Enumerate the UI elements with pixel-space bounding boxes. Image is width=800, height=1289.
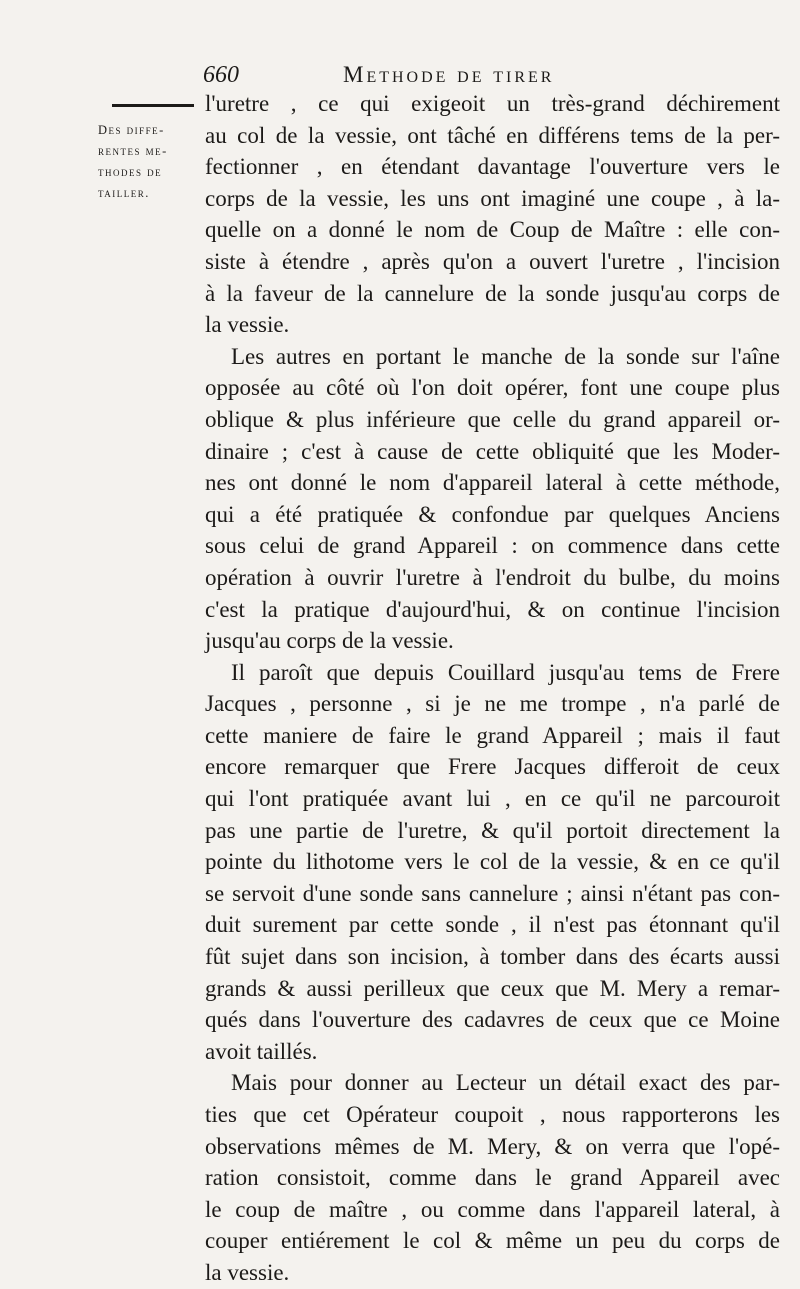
text-line: duit surement par cette sonde , il n'est pas étonnant qu'il (205, 912, 780, 938)
text-line: c'est la pratique d'aujourd'hui, & on continue l'incision (205, 596, 780, 622)
margin-note: Des diffe- rentes me- thodes de tailler. (98, 123, 168, 200)
text-line: la vessie. (205, 1259, 290, 1285)
text-line: ties que cet Opérateur coupoit , nous rapporterons les (205, 1102, 780, 1127)
text-line: grands & aussi perilleux que ceux que M. Mery a remar- (205, 975, 780, 1001)
text-line: nes ont donné le nom d'appareil lateral à cette méthode, (205, 470, 780, 496)
text-line: sous celui de grand Appareil : on commence dans cette (205, 533, 780, 559)
text-line: opposée au côté où l'on doit opérer, font une coupe plus (205, 375, 780, 401)
text-line: qui l'ont pratiquée avant lui , en ce qu'il ne parcouroit (205, 786, 780, 812)
text-line: fectionner , en étendant davantage l'ouverture vers le (205, 154, 780, 180)
text-line: à la faveur de la cannelure de la sonde jusqu'au corps de (205, 280, 780, 306)
text-line: qui a été pratiquée & confondue par quelques Anciens (205, 501, 780, 527)
page-number: 660 (203, 62, 239, 88)
page-header (203, 58, 623, 92)
text-line: corps de la vessie, les uns ont imaginé une coupe , à la- (205, 185, 780, 211)
text-line: qués dans l'ouverture des cadavres de ceux que ce Moine (205, 1007, 780, 1033)
text-line: l'uretre , ce qui exigeoit un très-grand déchirement (205, 91, 780, 116)
text-line: le coup de maître , ou comme dans l'appareil lateral, à (205, 1196, 780, 1222)
text-line: avoit taillés. (205, 1038, 318, 1064)
text-line: Jacques , personne , si je ne me trompe , n'a parlé de (205, 691, 780, 717)
text-line: la vessie. (205, 312, 290, 338)
text-line: quelle on a donné le nom de Coup de Maître : elle con- (205, 217, 780, 243)
text-line: Mais pour donner au Lecteur un détail exact des par- (231, 1070, 780, 1096)
text-line: pointe du lithotome vers le col de la vessie, & en ce qu'il (205, 849, 780, 875)
text-line: au col de la vessie, ont tâché en différens tems de la per- (205, 122, 780, 148)
margin-rule (112, 104, 194, 107)
text-line: dinaire ; c'est à cause de cette obliquité que les Moder- (205, 438, 780, 464)
text-line: ration consistoit, comme dans le grand Appareil avec (205, 1165, 780, 1191)
text-line: oblique & plus inférieure que celle du grand appareil or- (205, 406, 780, 432)
body-text (205, 88, 780, 1289)
text-line: observations mêmes de M. Mery, & on verra que l'opé- (205, 1133, 780, 1159)
text-line: opération à ouvrir l'uretre à l'endroit du bulbe, du moins (205, 564, 780, 590)
text-line: Les autres en portant le manche de la sonde sur l'aîne (231, 343, 780, 369)
text-line: Il paroît que depuis Couillard jusqu'au tems de Frere (231, 659, 780, 685)
text-line: se servoit d'une sonde sans cannelure ; ainsi n'étant pas con- (205, 880, 780, 906)
text-line: pas une partie de l'uretre, & qu'il portoit directement la (205, 817, 780, 843)
text-line: jusqu'au corps de la vessie. (205, 628, 454, 654)
text-line: couper entiérement le col & même un peu du corps de (205, 1228, 780, 1254)
text-line: fût sujet dans son incision, à tomber dans des écarts aussi (205, 944, 780, 970)
running-title: Methode de tirer (343, 62, 555, 87)
text-line: cette maniere de faire le grand Appareil ; mais il faut (205, 722, 780, 748)
text-line: encore remarquer que Frere Jacques differoit de ceux (205, 754, 780, 780)
text-line: siste à étendre , après qu'on a ouvert l'uretre , l'incision (205, 248, 780, 274)
